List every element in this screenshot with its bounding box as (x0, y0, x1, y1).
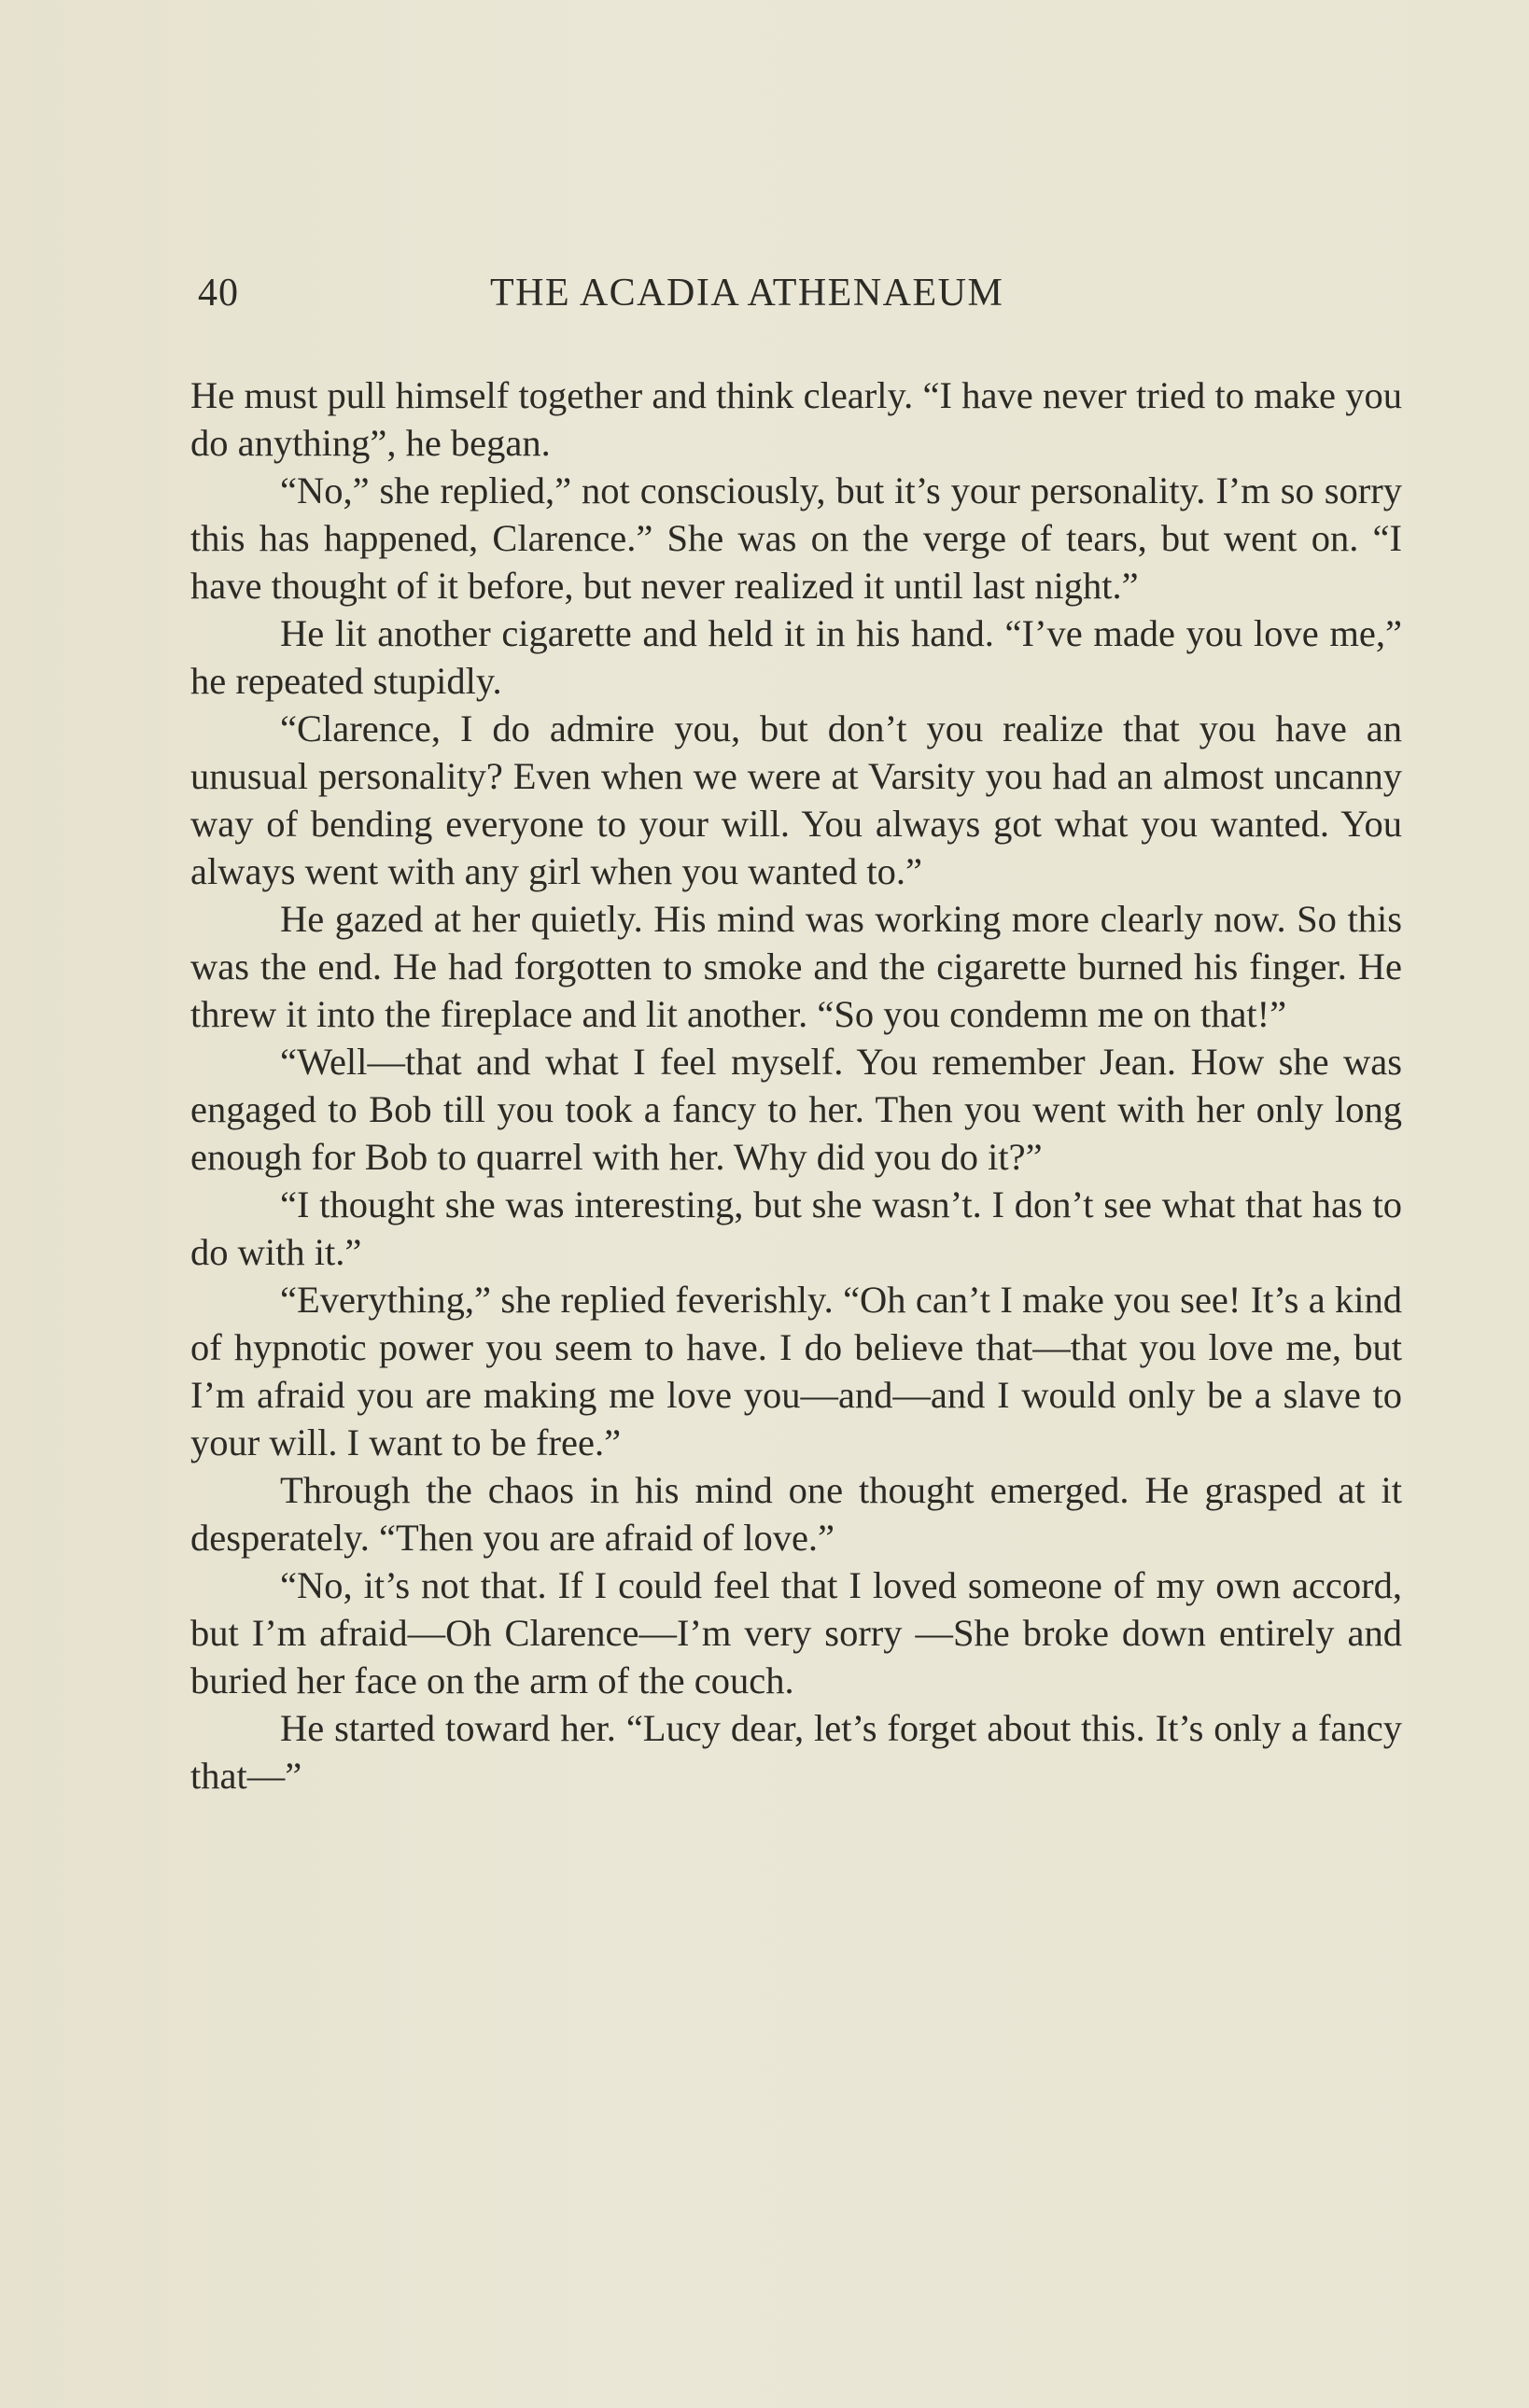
paragraph: He lit another cigarette and held it in his hand. “I’ve made you love me,” he repeated stupidly. (190, 612, 1402, 702)
paragraph: He started toward her. “Lucy dear, let’s forget about this. It’s only a fancy that—” (190, 1707, 1402, 1797)
paragraph: He must pull himself together and think clearly. “I have never tried to make you do anything”, he began. (190, 374, 1402, 464)
paragraph: “No,” she replied,” not consciously, but it’s your personality. I’m so sorry this has happened, Clarence.” She was on the verge of tears, but went on. “I have thought of it before, but never realized it until last night.” (190, 469, 1402, 607)
running-title: THE ACADIA ATHENAEUM (490, 272, 1004, 315)
paragraph: “Clarence, I do admire you, but don’t you realize that you have an unusual personality? Even when we were at Varsity you had an almost uncanny way of bending everyone to your will. You always got what you wanted. You always went with any girl when you wanted to.” (190, 707, 1402, 892)
paragraph: He gazed at her quietly. His mind was working more clearly now. So this was the end. He had forgotten to smoke and the cigarette burned his finger. He threw it into the fireplace and lit another. “So you condemn me on that!” (190, 898, 1402, 1035)
body-text (190, 371, 1402, 1799)
page-number: 40 (198, 272, 239, 315)
paragraph: “Well—that and what I feel myself. You remember Jean. How she was engaged to Bob till you took a fancy to her. Then you went with her only long enough for Bob to quarrel with her. Why did you do it?” (190, 1041, 1402, 1178)
paragraph: “No, it’s not that. If I could feel that I loved someone of my own accord, but I’m afraid—Oh Clarence—I’m very sorry —She broke down entirely and buried her face on the arm of the couch. (190, 1564, 1402, 1701)
paragraph: Through the chaos in his mind one thought emerged. He grasped at it desperately. “Then you are afraid of love.” (190, 1469, 1402, 1559)
paragraph: “I thought she was interesting, but she wasn’t. I don’t see what that has to do with it.” (190, 1183, 1402, 1273)
paragraph: “Everything,” she replied feverishly. “Oh can’t I make you see! It’s a kind of hypnotic power you seem to have. I do believe that—that you love me, but I’m afraid you are making me love you—and—and I would only be a slave to your will. I want to be free.” (190, 1279, 1402, 1463)
page-header (198, 271, 1402, 327)
